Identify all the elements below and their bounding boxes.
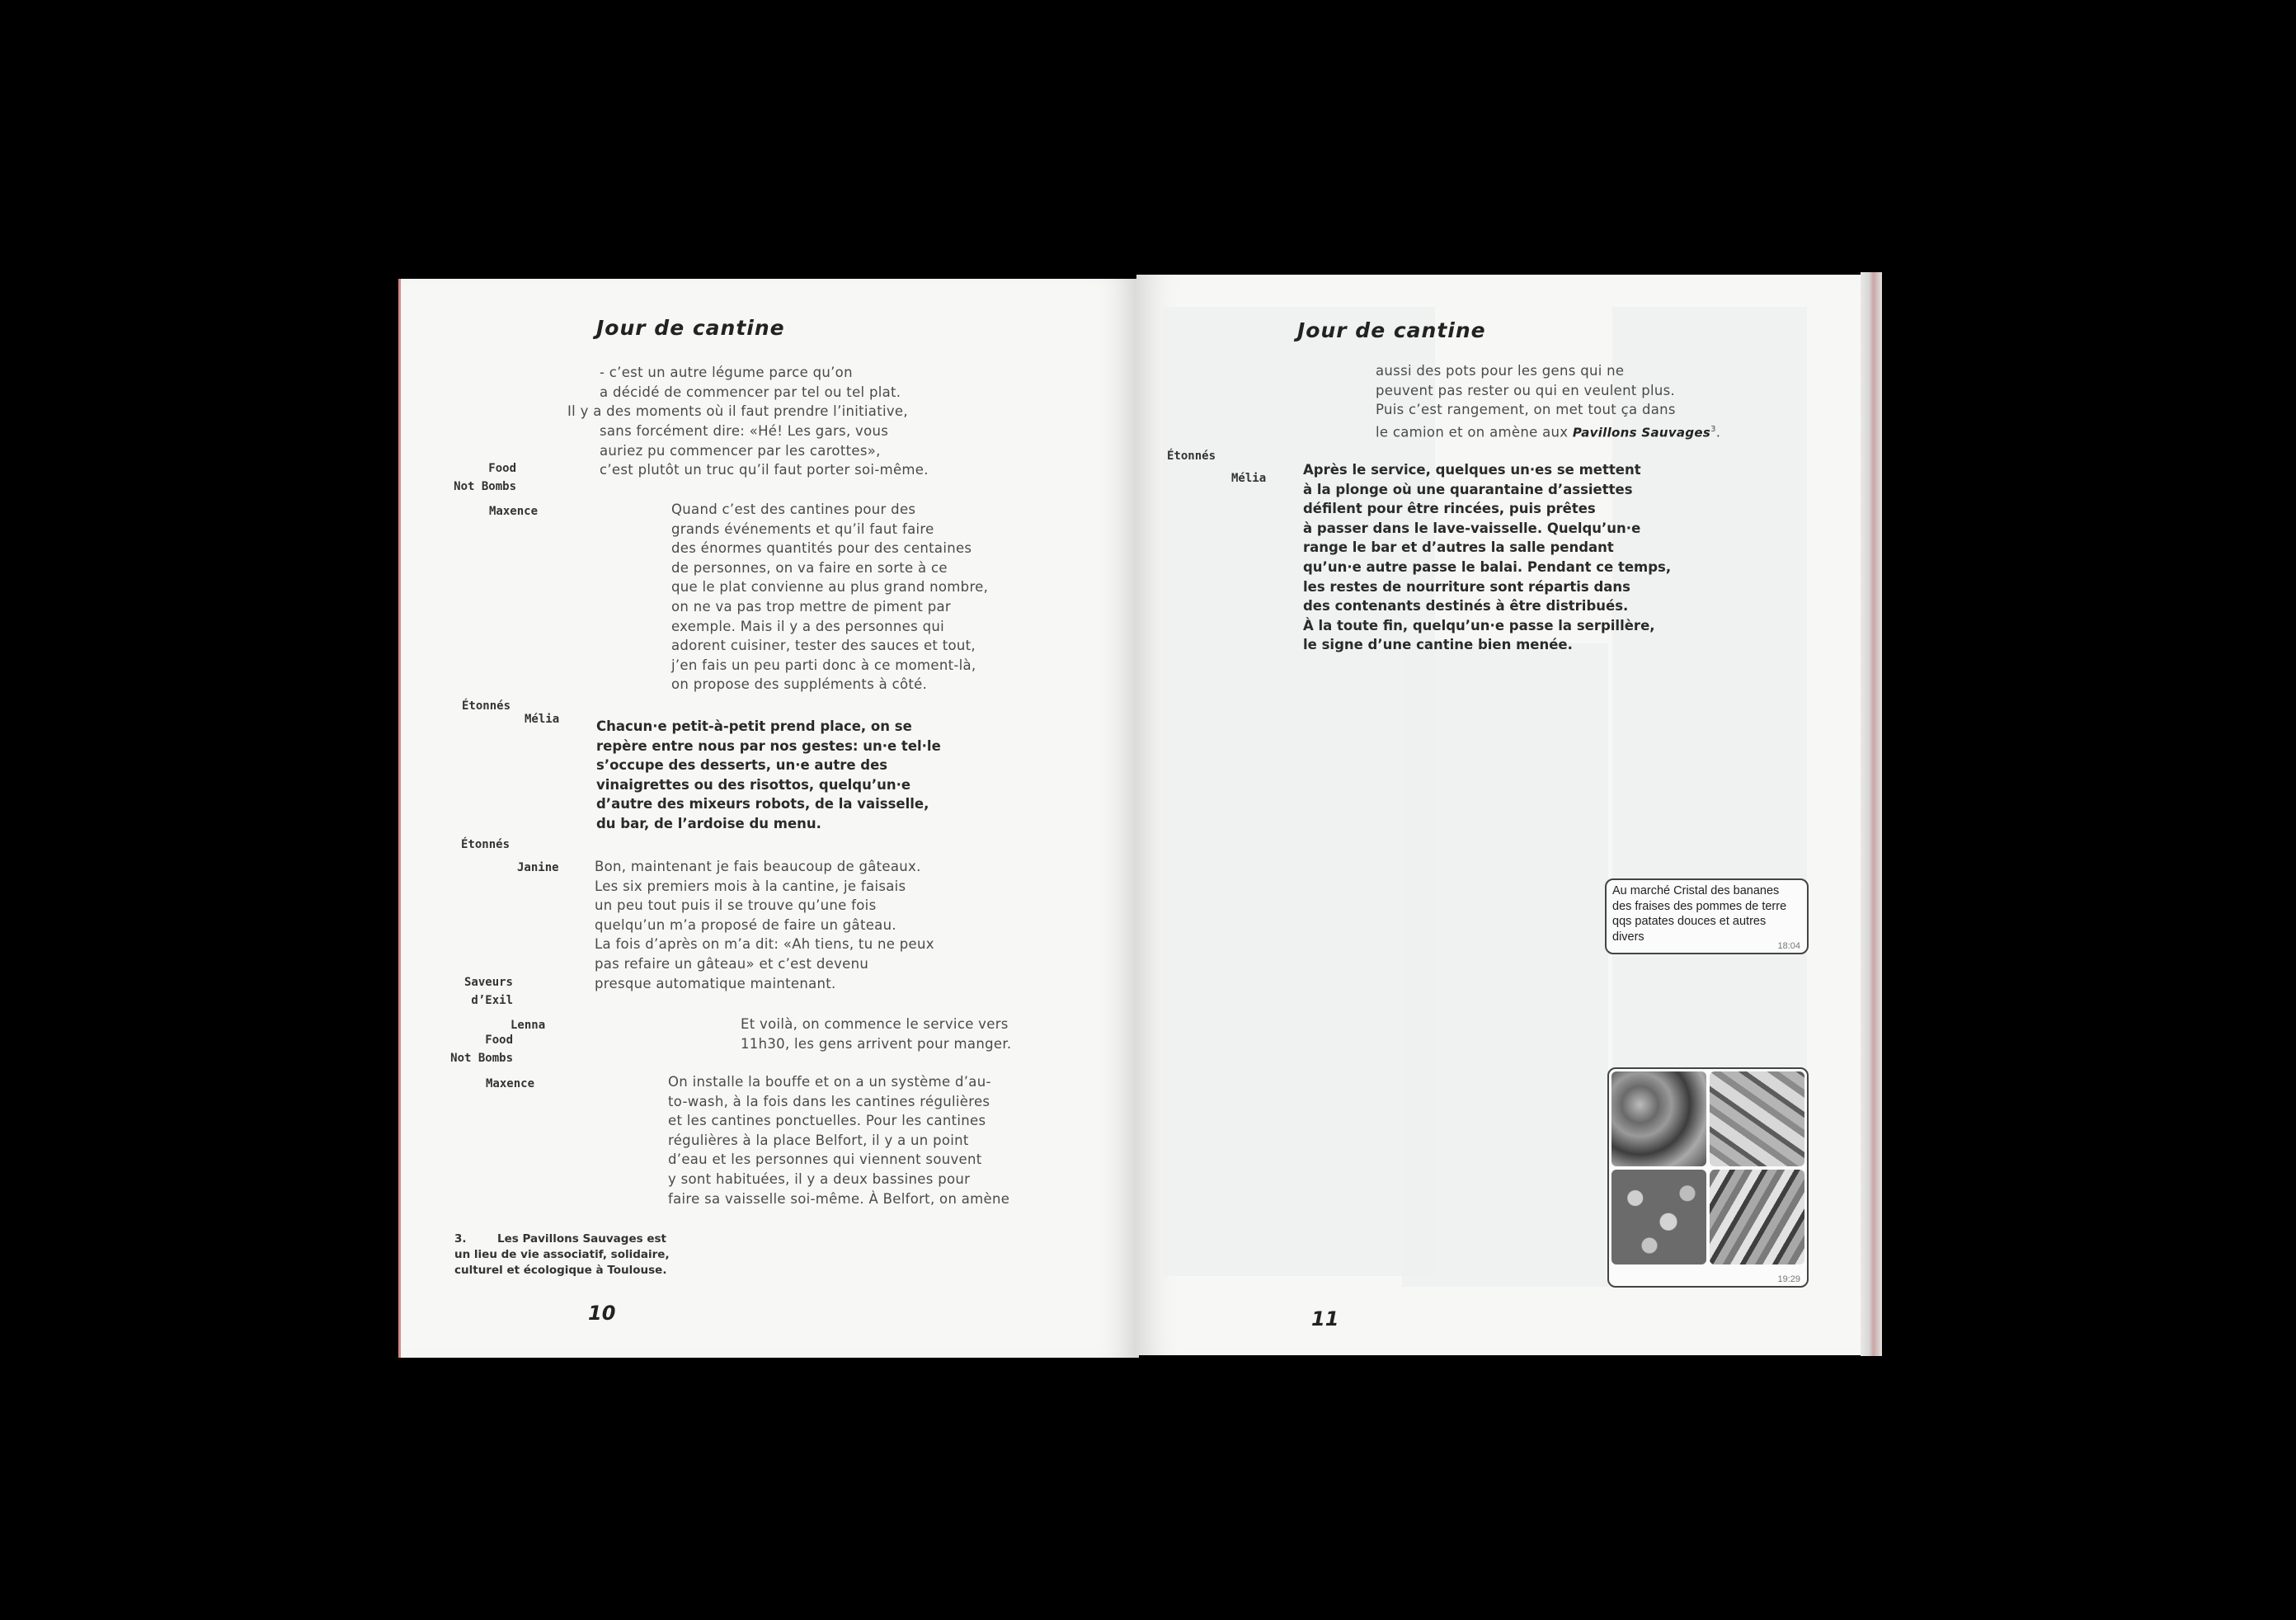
speaker-etonnes-right: Étonnés (1167, 450, 1216, 463)
left-running-title: Jour de cantine (596, 316, 785, 340)
chat-message-text: Au marché Cristal des bananes des fraises des pommes de terre qqs patates douces et autres divers (1612, 884, 1787, 944)
left-para-2: Quand c’est des cantines pour des grands événements et qu’il faut faire des énormes quantités pour des centaines de personnes, on va faire en sorte à ce que le plat convienne au plus grand nombre, on ne va pas trop mettre de piment par exemple. Mais il y a des personnes qui adorent cuisiner, tester des sauces et tout, j’en fais un peu parti donc à ce moment-là, on propose des suppléments à côté. (671, 502, 989, 693)
speaker-janine: Janine (517, 861, 559, 874)
footnote-number: 3. (454, 1232, 467, 1246)
left-para-4: Bon, maintenant je fais beaucoup de gâteaux. Les six premiers mois à la cantine, je faisais un peu tout puis il se trouve qu’une fois quelqu’un m’a proposé de faire un gâteau. La fois d’après on m’a dit: «Ah tiens, tu ne peux pas refaire un gâteau» et c’est devenu presque automatique maintenant. (595, 859, 934, 991)
left-para-1c: sans forcément dire: «Hé! Les gars, vous auriez pu commencer par les carottes», c’est plutôt un truc qu’il faut porter soi-même. (600, 423, 929, 478)
right-running-title: Jour de cantine (1297, 318, 1486, 342)
speaker-melia-1: Mélia (525, 713, 560, 726)
left-para-5: Et voilà, on commence le service vers 11h30, les gens arrivent pour manger. (741, 1016, 1012, 1052)
pavillons-sauvages-emphasis: Pavillons Sauvages (1572, 425, 1711, 440)
right-para-1-text: aussi des pots pour les gens qui ne peuvent pas rester ou qui en veulent plus. Puis c’est rangement, on met tout ça dans le camion et on amène aux (1376, 363, 1676, 440)
right-para-2: Après le service, quelques un·es se mettent à la plonge où une quarantaine d’assiettes défilent pour être rincées, puis prêtes à passer dans le lave-vaisselle. Quelqu’un·e range le bar et d’autres la salle pendant qu’un·e autre passe le balai. Pendant ce temps, les restes de nourriture sont répartis dans des contenants destinés à être distribués. À la toute fin, quelqu’un·e passe la serpillère, le signe d’une cantine bien menée. (1303, 462, 1672, 653)
chat-message-bubble (1605, 878, 1809, 954)
photo-vegetables-1 (1611, 1071, 1706, 1166)
photo-vegetables-2 (1710, 1170, 1804, 1264)
speaker-saveurs-dexil: Saveurs d’Exil (463, 976, 513, 1007)
chat-photo-time: 19:29 (1777, 1274, 1800, 1284)
speaker-melia-right: Mélia (1231, 472, 1267, 485)
speaker-etonnes-1: Étonnés (462, 699, 511, 713)
left-para-6: On installe la bouffe et on a un système d’au- to-wash, à la fois dans les cantines régulières et les cantines ponctuelles. Pour les cantines régulières à la place Belfort, il y a un point d’eau et les personnes qui viennent souvent y sont habituées, il y a deux bassines pour faire sa vaisselle soi-même. À Belfort, on amène (668, 1074, 1010, 1207)
left-para-1: - c’est un autre légume parce qu’on a décidé de commencer par tel ou tel plat. (600, 365, 901, 400)
speaker-maxence-1: Maxence (489, 505, 539, 518)
speaker-lenna: Lenna (510, 1019, 546, 1032)
show-through-panel-middle (1402, 643, 1608, 1287)
chat-message-time: 18:04 (1777, 941, 1800, 951)
left-page-number: 10 (588, 1302, 616, 1325)
chat-photo-bubble (1607, 1067, 1809, 1288)
footnote-ref: 3 (1710, 424, 1716, 434)
photo-fruit-1 (1611, 1170, 1706, 1264)
speaker-food-not-bombs-1: Food Not Bombs (454, 462, 516, 493)
right-page-number: 11 (1311, 1307, 1339, 1330)
right-para-1-end: . (1715, 424, 1721, 440)
page-edge (1861, 272, 1882, 1356)
footnote-text: Les Pavillons Sauvages est un lieu de vie associatif, solidaire, culturel et écologique à Toulouse. (454, 1232, 670, 1277)
photo-bread-1 (1710, 1071, 1804, 1166)
left-para-1b: Il y a des moments où il faut prendre l’initiative, (567, 403, 908, 419)
speaker-etonnes-2: Étonnés (461, 838, 510, 851)
speaker-maxence-2: Maxence (486, 1077, 535, 1090)
speaker-food-not-bombs-2: Food Not Bombs (450, 1034, 513, 1065)
right-para-1 (1376, 361, 1771, 443)
left-para-3: Chacun·e petit-à-petit prend place, on se repère entre nous par nos gestes: un·e tel·le s’occupe des desserts, un·e autre des vinaigrettes ou des risottos, quelqu’un·e d’autre des mixeurs robots, de la vaisselle, du bar, de l’ardoise du menu. (596, 718, 941, 831)
